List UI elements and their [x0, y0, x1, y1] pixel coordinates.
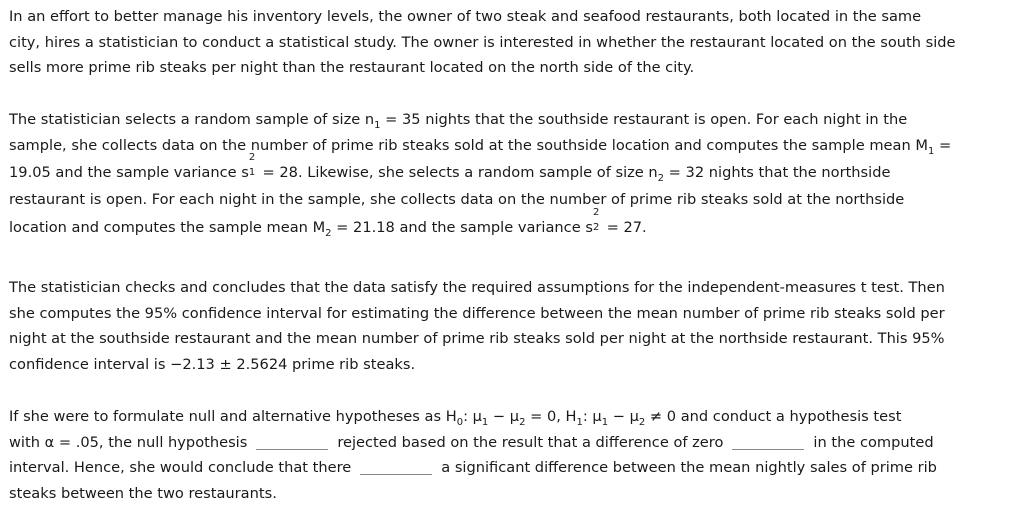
sample-paragraph: [9, 107, 1015, 242]
intro-line-1: In an effort to better manage his inventory levels, the owner of two steak and seafood restaurants, both located in the same: [9, 8, 922, 25]
sample-line-3: 19.05 and the sample variance s 2 1 = 28. Likewise, she selects a random sample of size $n_2 = 32$ nights that the northside: [9, 152, 891, 184]
intro-line-2: city, hires a statistician to conduct a statistical study. The owner is interested in whether the restaurant located on the south side: [9, 33, 956, 51]
intro-line-3: sells more prime rib steaks per night than the restaurant located on the north side of the city.: [9, 59, 695, 76]
s1-squared: 2 1: [248, 152, 256, 178]
interval-line-2: she computes the 95% confidence interval for estimating the difference between the mean number of prime rib steaks sold per: [9, 304, 945, 322]
hypothesis-line-4: steaks between the two restaurants.: [9, 484, 277, 502]
s2-squared: 2 2: [592, 206, 600, 233]
null-hypothesis-blank[interactable]: [256, 433, 328, 450]
sample-line-5: location and computes the sample mean $M_2 = 21.18$ and the sample variance s 2 2 = 27.: [9, 206, 647, 239]
interval-line-3: night at the southside restaurant and the mean number of prime rib steaks sold per night at the northside restaurant. This 95%: [9, 330, 945, 347]
intro-paragraph: [9, 4, 1015, 81]
hypothesis-line-3: interval. Hence, she would conclude that there a significant difference between the mean nightly sales of prime rib: [9, 459, 937, 476]
sample-line-2: sample, she collects data on the number of prime rib steaks sold at the southside location and computes the sample mean $M_1$ =: [9, 136, 952, 157]
interval-line-4: confidence interval is −2.13 ± 2.5624 prime rib steaks.: [9, 355, 416, 373]
sample-line-4: restaurant is open. For each night in the sample, she collects data on the number of prime rib steaks sold at the northside: [9, 191, 905, 208]
interval-paragraph: [9, 275, 1015, 377]
conclusion-blank[interactable]: [360, 458, 432, 475]
zero-in-interval-blank[interactable]: [732, 433, 804, 450]
hypothesis-paragraph: [9, 404, 1015, 506]
hypothesis-line-2: with α = .05, the null hypothesis rejected based on the result that a difference of zero in the computed: [9, 433, 934, 451]
interval-line-1: The statistician checks and concludes that the data satisfy the required assumptions for the independent-measures t test. Then: [9, 279, 945, 296]
hypothesis-line-1: If she were to formulate null and alternative hypotheses as $H_0$: $\mu_1 - \mu_2 = 0$, $H_1$: $\mu_1 - \mu_2 \ne 0$ and conduct a hypothesis test: [9, 408, 902, 428]
sample-line-1: The statistician selects a random sample of size $n_1 = 35$ nights that the southside restaurant is open. For each night in the: [9, 111, 908, 131]
